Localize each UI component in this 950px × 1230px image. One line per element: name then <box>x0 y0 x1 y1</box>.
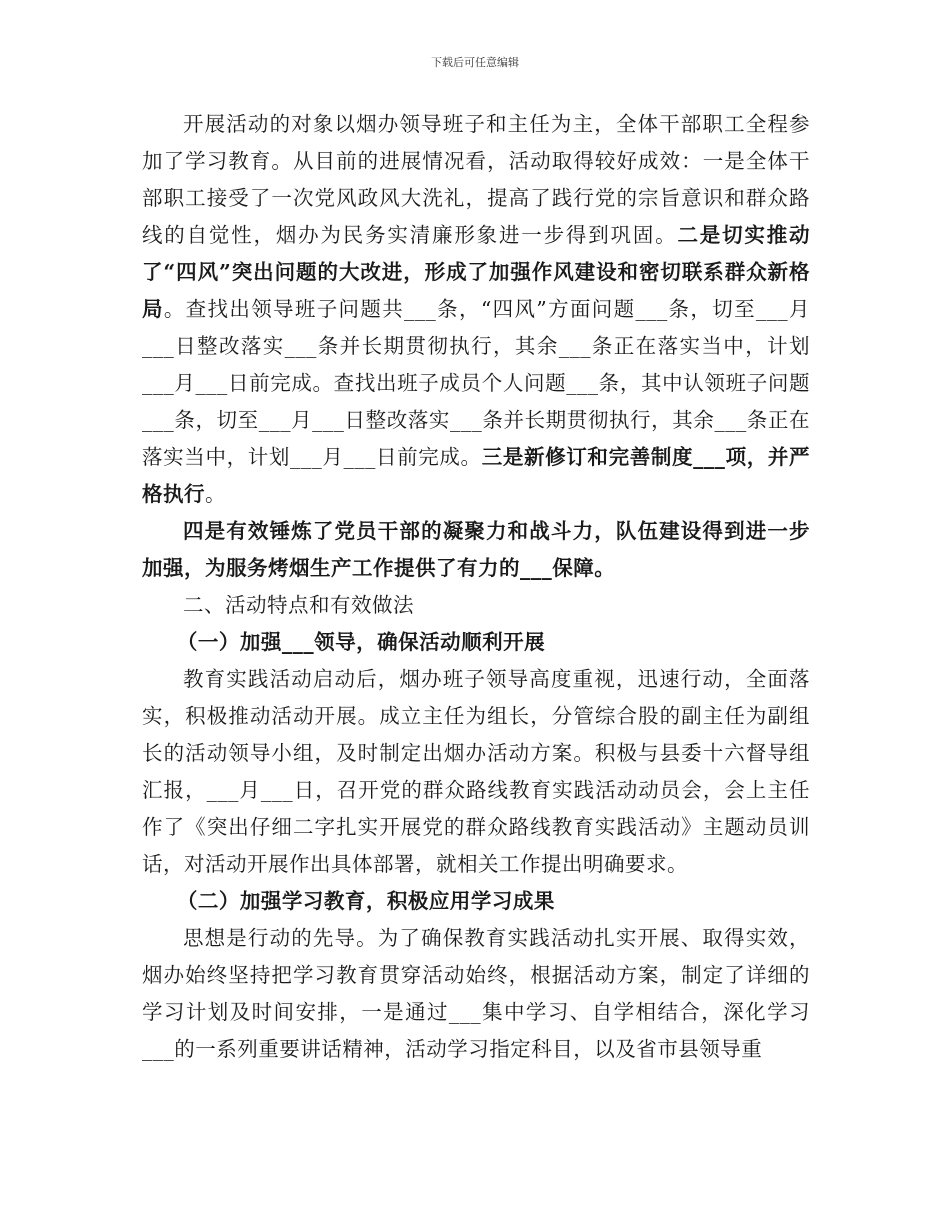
bold-text: 三是新修订和完善制度___项，并严格执行 <box>142 445 811 506</box>
paragraph <box>142 513 810 587</box>
text-run: 。 <box>205 482 226 506</box>
bold-text: （一）加强___领导，确保活动顺利开展 <box>176 630 546 654</box>
paragraph <box>142 920 810 1068</box>
text-run: 开展活动的对象以烟办领导班子和主任为主，全体干部职工全程参加了学习教育。从目前的进展情况看，活动取得较好成效：一是全体干部职工接受了一次党风政风大洗礼，提高了践行党的宗旨意识和群众路线的自觉性，烟办为民务实清廉形象进一步得到巩固。 <box>142 112 810 247</box>
section-heading <box>142 587 810 624</box>
document-body <box>142 106 810 1068</box>
subsection-heading <box>142 624 810 661</box>
text-run: 教育实践活动启动后，烟办班子领导高度重视，迅速行动，全面落实，积极推动活动开展。成立主任为组长，分管综合股的副主任为副组长的活动领导小组，及时制定出烟办活动方案。积极与县委十六督导组汇报，___月___日，召开党的群众路线教育实践活动动员会，会上主任作了《突出仔细二字扎实开展党的群众路线教育实践活动》主题动员训话，对活动开展作出具体部署，就相关工作提出明确要求。 <box>142 667 810 876</box>
text-run: 思想是行动的先导。为了确保教育实践活动扎实开展、取得实效，烟办始终坚持把学习教育贯穿活动始终，根据活动方案，制定了详细的学习计划及时间安排，一是通过___集中学习、自学相结合，深化学习___的一系列重要讲话精神，活动学习指定科目，以及省市县领导重 <box>142 926 810 1061</box>
paragraph <box>142 106 810 513</box>
bold-text: 二是切实推动了“四风”突出问题的大改进，形成了加强作风建设和密切联系群众新格局 <box>142 223 811 321</box>
bold-text: （二）加强学习教育，积极应用学习成果 <box>176 889 555 913</box>
subsection-heading <box>142 883 810 920</box>
header-note: 下载后可任意编辑 <box>431 56 519 69</box>
text-run: 二、活动特点和有效做法 <box>183 593 414 617</box>
paragraph <box>142 661 810 883</box>
bold-text: 四是有效锤炼了党员干部的凝聚力和战斗力，队伍建设得到进一步加强，为服务烤烟生产工作提供了有力的___保障。 <box>142 519 810 580</box>
text-run: 。查找出领导班子问题共___条，“四风”方面问题___条，切至___月___日整改落实___条并长期贯彻执行，其余___条正在落实当中，计划___月___日前完成。查找出班子成员个人问题___条，其中认领班子问题___条，切至___月___日整改落实___条并长期贯彻执行，其余___条正在落实当中，计划___月___日前完成。 <box>142 297 810 469</box>
